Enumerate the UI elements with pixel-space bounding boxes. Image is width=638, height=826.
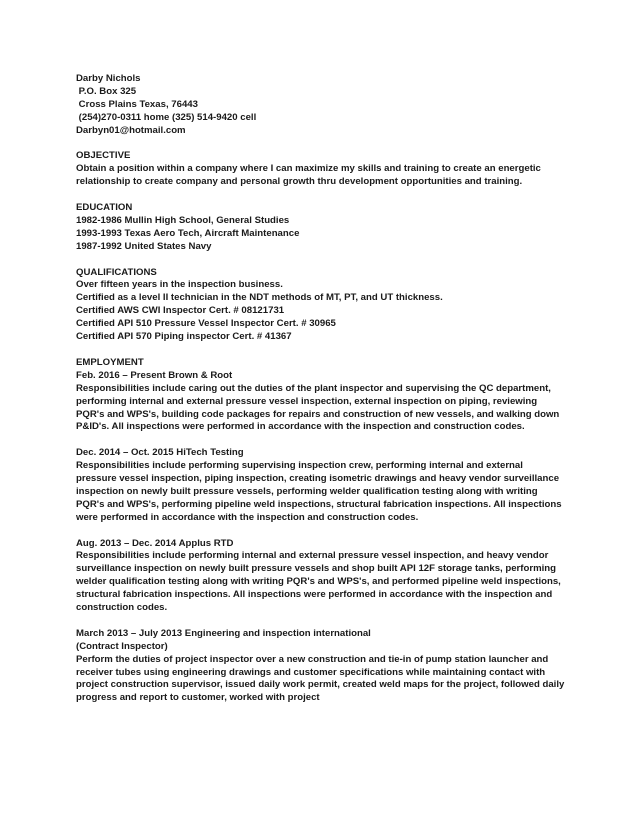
employment-heading: EMPLOYMENT <box>76 356 144 368</box>
qualification-item: Certified AWS CWI Inspector Cert. # 08121731 <box>76 305 285 317</box>
employment-section <box>76 357 566 705</box>
education-item: 1987-1992 United States Navy <box>76 240 212 252</box>
qualifications-section <box>76 267 566 344</box>
objective-text: Obtain a position within a company where I can maximize my skills and training to create an energetic relationship to create company and personal growth thru development opportunities and training. <box>76 163 541 188</box>
education-heading: EDUCATION <box>76 202 133 214</box>
qualification-item: Certified API 570 Piping inspector Cert. # 41367 <box>76 331 292 343</box>
contact-block <box>76 73 566 138</box>
qualifications-heading: QUALIFICATIONS <box>76 266 157 278</box>
job-title: Feb. 2016 – Present Brown & Root <box>76 369 233 381</box>
education-section <box>76 202 566 254</box>
job-title: Dec. 2014 – Oct. 2015 HiTech Testing <box>76 447 244 459</box>
job-description: Responsibilities include performing internal and external pressure vessel inspection, and heavy vendor surveillance inspection on newly built pressure vessels and shop built API 12F storage tanks, performing welder qualification testing along with writing PQR's and WPS's, and performed pipeline weld inspections, structural fabrication inspections. All inspections were performed in accordance with the inspection and construction codes. <box>76 550 561 614</box>
contact-email: Darbyn01@hotmail.com <box>76 124 186 136</box>
job-entry <box>76 628 566 705</box>
qualification-item: Certified as a level II technician in the NDT methods of MT, PT, and UT thickness. <box>76 292 443 304</box>
job-subtitle: (Contract Inspector) <box>76 640 168 652</box>
resume-content <box>76 73 566 705</box>
job-description: Perform the duties of project inspector over a new construction and tie-in of pump station launcher and receiver tubes using engineering drawings and customer specifications while maintaining contact with project construction supervisor, issued daily work permit, created weld maps for the project, followed daily progress and report to customer, worked with project <box>76 653 565 704</box>
job-title: March 2013 – July 2013 Engineering and inspection international <box>76 627 371 639</box>
objective-section <box>76 150 566 189</box>
contact-address-line-1: P.O. Box 325 <box>76 85 137 97</box>
job-description: Responsibilities include caring out the duties of the plant inspector and supervising the QC department, performing internal and external pressure vessel inspection, external inspection on piping, reviewing PQR's and WPS's, building code packages for repairs and construction of new vessels, and walking down P&ID's. All inspections were performed in accordance with the inspection and construction codes. <box>76 382 560 433</box>
education-item: 1982-1986 Mullin High School, General Studies <box>76 214 290 226</box>
education-item: 1993-1993 Texas Aero Tech, Aircraft Maintenance <box>76 227 300 239</box>
qualification-item: Over fifteen years in the inspection business. <box>76 279 283 291</box>
job-description: Responsibilities include performing supervising inspection crew, performing internal and external pressure vessel inspection, piping inspection, creating isometric drawings and heavy vendor surveillance inspection on newly built pressure vessels, performing welder qualification testing along with writing PQR's and WPS's, performing pipeline weld inspections, structural fabrication inspections. All inspections were performed in accordance with the inspection and construction codes. <box>76 460 562 523</box>
job-title: Aug. 2013 – Dec. 2014 Applus RTD <box>76 537 234 549</box>
contact-name: Darby Nichols <box>76 73 141 84</box>
contact-phone: (254)270-0311 home (325) 514-9420 cell <box>76 111 257 123</box>
objective-heading: OBJECTIVE <box>76 150 131 162</box>
job-entry <box>76 538 566 615</box>
contact-address-line-2: Cross Plains Texas, 76443 <box>76 98 198 110</box>
job-entry <box>76 370 566 435</box>
qualification-item: Certified API 510 Pressure Vessel Inspector Cert. # 30965 <box>76 318 336 330</box>
job-entry <box>76 447 566 524</box>
